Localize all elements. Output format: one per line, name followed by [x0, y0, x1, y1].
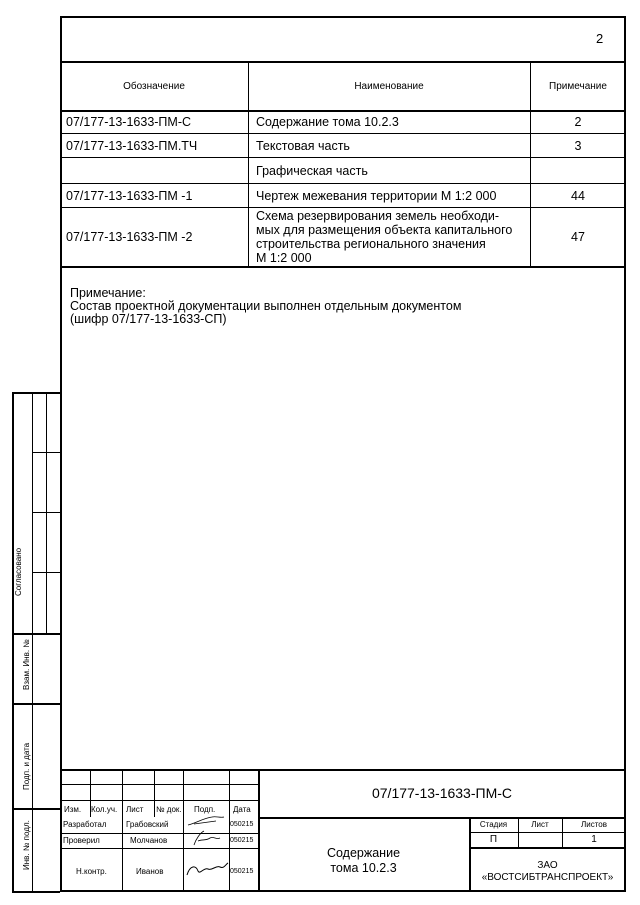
row-4-name: Чертеж межевания территории М 1:2 000	[256, 189, 497, 203]
organization	[469, 860, 626, 884]
role-developed: Разработал	[63, 820, 107, 829]
row-5-designation: 07/177-13-1633-ПМ -2	[66, 230, 193, 244]
divider	[60, 157, 626, 158]
page-number: 2	[596, 31, 604, 46]
date-norm-control: 050215	[230, 868, 254, 875]
remark-title: Примечание:	[70, 286, 146, 300]
side-divider	[12, 633, 60, 635]
col-sign: Подп.	[194, 805, 216, 814]
row-2-note: 3	[574, 139, 582, 153]
stamp-grid	[60, 800, 258, 801]
side-border	[12, 392, 60, 394]
row-5-name	[256, 209, 512, 265]
stage-label: Стадия	[479, 820, 508, 829]
signature-image	[186, 814, 228, 828]
stamp-divider	[258, 817, 626, 819]
header-name: Наименование	[354, 81, 424, 92]
row-4-designation: 07/177-13-1633-ПМ -1	[66, 189, 193, 203]
header-designation: Обозначение	[123, 81, 185, 92]
header-note: Примечание	[549, 81, 607, 92]
sheets-value: 1	[591, 834, 597, 845]
signature-image	[188, 829, 226, 847]
side-divider	[32, 452, 60, 453]
row-4-note: 44	[571, 189, 585, 203]
col-change: Изм.	[64, 805, 82, 814]
stamp-border	[60, 769, 626, 771]
row-5-note: 47	[571, 230, 585, 244]
remark	[70, 287, 461, 326]
sign-date-label: Подп. и дата	[22, 742, 31, 790]
sheet-label: Лист	[531, 820, 549, 829]
name-developed: Грабовский	[126, 820, 169, 829]
stamp-grid	[469, 847, 626, 849]
sheets-label: Листов	[581, 820, 607, 829]
stage-value: П	[489, 834, 498, 845]
name-norm-control: Иванов	[136, 867, 164, 876]
row-5-name-line: мых для размещения объекта капитального	[256, 223, 513, 237]
divider	[60, 61, 626, 63]
row-5-name-line: строительства регионального значения	[256, 237, 486, 251]
stamp-title-line: тома 10.2.3	[330, 861, 397, 875]
col-doc-no: № док.	[156, 805, 182, 814]
org-line: «ВОСТСИБТРАНСПРОЕКТ»	[481, 872, 614, 883]
stamp-grid	[60, 833, 258, 834]
date-checked: 050215	[230, 837, 254, 844]
side-divider	[32, 572, 60, 573]
row-2-name: Текстовая часть	[256, 139, 350, 153]
divider	[60, 133, 626, 134]
role-norm-control: Н.контр.	[76, 867, 107, 876]
row-1-note: 2	[574, 115, 582, 129]
col-count: Кол.уч.	[91, 805, 118, 814]
stamp-grid	[154, 769, 155, 817]
divider	[60, 110, 626, 112]
remark-line: (шифр 07/177-13-1633-СП)	[70, 312, 227, 326]
row-5-name-line: Схема резервирования земель необходи-	[256, 209, 500, 223]
row-3-name: Графическая часть	[256, 164, 368, 178]
remark-line: Состав проектной документации выполнен отдельным документом	[70, 299, 462, 313]
side-border	[12, 891, 60, 893]
side-divider	[12, 703, 60, 705]
stamp-title	[258, 846, 469, 876]
signature-image	[184, 861, 230, 879]
stamp-grid	[469, 832, 626, 833]
name-checked: Молчанов	[130, 836, 168, 845]
divider	[60, 207, 626, 208]
side-border	[12, 392, 14, 892]
divider	[60, 266, 626, 268]
stamp-grid	[60, 848, 258, 849]
side-divider	[32, 392, 33, 892]
org-line: ЗАО	[537, 860, 558, 871]
agreed-label: Согласовано	[14, 547, 23, 596]
col-sheet: Лист	[126, 805, 144, 814]
inv-original-label: Инв. № подл.	[22, 820, 31, 870]
divider	[60, 183, 626, 184]
replaced-inv-label: Взам. Инв. №	[22, 639, 31, 690]
doc-code: 07/177-13-1633-ПМ-С	[371, 785, 513, 801]
col-date: Дата	[233, 805, 251, 814]
side-divider	[32, 512, 60, 513]
row-2-designation: 07/177-13-1633-ПМ.ТЧ	[66, 139, 198, 153]
date-developed: 050215	[230, 821, 254, 828]
role-checked: Проверил	[63, 836, 100, 845]
stamp-grid	[60, 784, 258, 785]
stamp-grid	[122, 817, 123, 892]
stamp-title-line: Содержание	[326, 846, 401, 860]
row-1-name: Содержание тома 10.2.3	[256, 115, 399, 129]
row-1-designation: 07/177-13-1633-ПМ-С	[66, 115, 192, 129]
row-5-name-line: М 1:2 000	[256, 251, 312, 265]
side-divider	[12, 808, 60, 810]
stamp-grid	[122, 769, 123, 817]
